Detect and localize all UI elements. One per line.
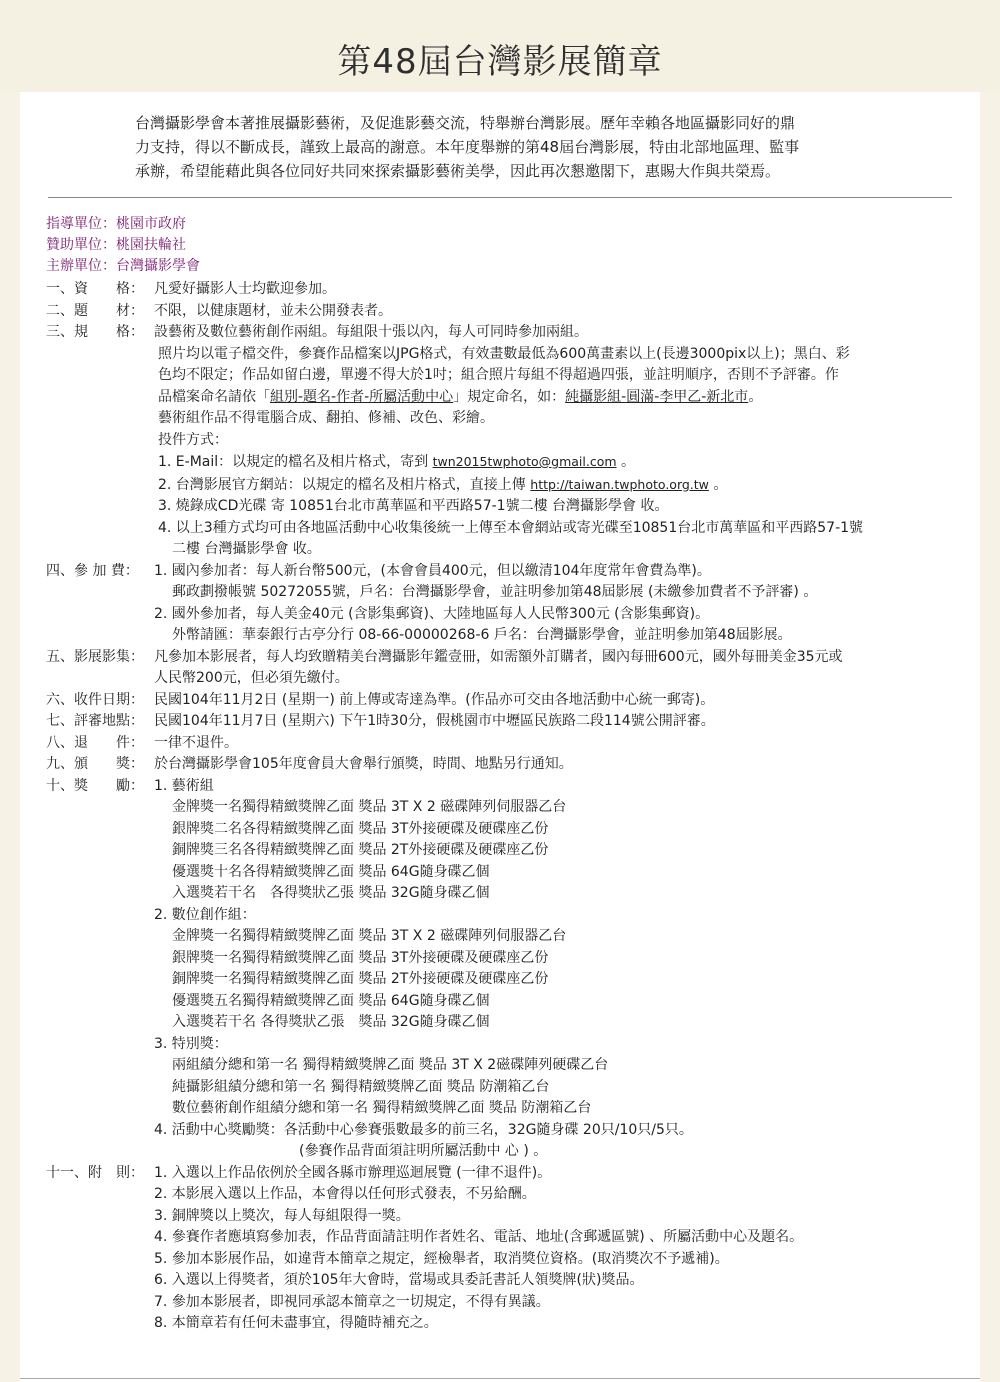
article-heading: 九、頒 獎： — [46, 756, 144, 772]
intro-paragraph — [135, 111, 875, 183]
article-line: 不限，以健康題材，並未公開發表者。 — [154, 302, 392, 319]
appendix-item: 7. 參加本影展者，即視同承認本簡章之一切規定，不得有異議。 — [154, 1293, 550, 1310]
article-line: 藝術組作品不得電腦合成、翻拍、修補、改色、彩繪。 — [158, 410, 494, 426]
award-item: 銀牌獎二名各得精緻獎牌乙面 獎品 3T外接硬碟及硬碟座乙份 — [172, 820, 549, 837]
submission-method: 二樓 台灣攝影學會 收。 — [172, 541, 321, 557]
award-item: 銅牌獎三名各得精緻獎牌乙面 獎品 2T外接硬碟及硬碟座乙份 — [172, 842, 549, 858]
article-line: 凡參加本影展者，每人均致贈精美台灣攝影年鑑壹冊，如需額外訂購者，國內每冊600元，國外每冊美金35元或 — [154, 648, 843, 665]
article-eligibility — [46, 279, 956, 301]
award-item: 入選獎若干名 各得獎狀乙張 獎品 32G隨身碟乙個 — [172, 1014, 490, 1030]
page-title: 第48屆台灣影展簡章 — [337, 42, 663, 82]
rules-list — [46, 279, 956, 1335]
appendix-item: 4. 參賽作者應填寫參加表，作品背面請註明作者姓名、電話、地址(含郵遞區號) 、所屬活動中心及題名。 — [154, 1229, 804, 1245]
article-catalogue — [46, 647, 956, 690]
intro-line: 承辦，希望能藉此與各位同好共同來探索攝影藝術美學，因此再次懇邀閣下，惠賜大作與共榮焉。 — [135, 162, 781, 180]
article-heading: 二、題 材： — [46, 302, 144, 319]
article-heading: 五、影展影集： — [46, 648, 144, 665]
award-item: 純攝影組績分總和第一名 獨得精緻獎牌乙面 獎品 防潮箱乙台 — [172, 1078, 550, 1095]
submission-method: 1. E-Mail：以規定的檔名及相片格式，寄到 twn2015twphoto@gmail.com 。 — [158, 454, 635, 470]
award-item: 入選獎若干名 各得獎狀乙張 獎品 32G隨身碟乙個 — [172, 885, 490, 901]
appendix-item: 5. 參加本影展作品，如違背本簡章之規定，經檢舉者，取消獎位資格。(取消獎次不予遞補)。 — [154, 1250, 729, 1267]
award-note: (參賽作品背面須註明所屬活動中 心 ) 。 — [299, 1143, 548, 1159]
article-heading: 八、退 件： — [46, 734, 144, 751]
appendix-item: 3. 銅牌獎以上獎次，每人每組限得一獎。 — [154, 1207, 410, 1224]
appendix-item: 8. 本簡章若有任何未盡事宜，得隨時補充之。 — [154, 1315, 438, 1331]
article-line: 一律不退件。 — [154, 734, 238, 751]
article-line: 於台灣攝影學會105年度會員大會舉行頒獎，時間、地點另行通知。 — [154, 756, 573, 772]
article-line: 照片均以電子檔交件，參賽作品檔案以JPG格式，有效畫數最低為600萬畫素以上(長邊3000pix以上)；黑白、彩 — [158, 345, 850, 362]
bottom-divider — [20, 1378, 980, 1379]
article-line: 2. 國外參加者，每人美金40元 (含影集郵資)、大陸地區每人人民幣300元 (含影集郵資)。 — [154, 605, 710, 622]
appendix-item: 1. 入選以上作品依例於全國各縣市辦理巡迴展覽 (一律不退件)。 — [154, 1164, 552, 1181]
article-return — [46, 733, 956, 755]
article-line: 投件方式： — [158, 431, 228, 448]
article-entry-fee — [46, 561, 956, 647]
award-group-title: 4. 活動中心獎勵獎：各活動中心參賽張數最多的前三名，32G隨身碟 20只/10只/5只。 — [154, 1121, 693, 1138]
award-item: 優選獎五名獨得精緻獎牌乙面 獎品 64G隨身碟乙個 — [172, 992, 490, 1009]
award-item: 金牌獎一名獨得精緻獎牌乙面 獎品 3T X 2 磁碟陣列伺服器乙台 — [172, 928, 567, 944]
website-link[interactable]: http://taiwan.twphoto.org.tw — [530, 476, 709, 492]
article-heading: 七、評審地點： — [46, 713, 144, 729]
award-group-title: 1. 藝術組 — [154, 777, 214, 794]
article-heading: 一、資 格： — [46, 281, 144, 297]
organizer-sponsor: 贊助單位：桃園扶輪社 — [46, 237, 186, 253]
award-item: 優選獎十名各得精緻獎牌乙面 獎品 64G隨身碟乙個 — [172, 863, 490, 880]
intro-line: 台灣攝影學會本著推展攝影藝術，及促進影藝交流，特舉辦台灣影展。歷年幸賴各地區攝影同好的鼎 — [135, 114, 796, 132]
article-heading: 十一、附 則： — [46, 1164, 144, 1181]
article-line: 色均不限定；作品如留白邊，單邊不得大於1吋；組合照片每組不得超過四張，並註明順序，否則不予評審。作 — [158, 367, 839, 383]
organizer-list — [46, 214, 200, 277]
filename-example: 純攝影組-圓滿-李甲乙-新北市 — [565, 388, 749, 405]
article-heading: 四、參 加 費： — [46, 562, 139, 579]
award-item: 銀牌獎一名獨得精緻獎牌乙面 獎品 3T外接硬碟及硬碟座乙份 — [172, 949, 549, 966]
submission-method: 3. 燒錄成CD光碟 寄 10851台北市萬華區和平西路57-1號二樓 台灣攝影學會 收。 — [158, 498, 669, 514]
article-ceremony — [46, 754, 956, 776]
award-item: 銅牌獎一名獨得精緻獎牌乙面 獎品 2T外接硬碟及硬碟座乙份 — [172, 971, 549, 987]
article-line: 人民幣200元，但必須先繳付。 — [154, 670, 349, 686]
article-line: 民國104年11月7日 (星期六) 下午1時30分，假桃園市中壢區民族路二段114號公開評審。 — [154, 713, 715, 729]
award-group-title: 2. 數位創作組： — [154, 906, 256, 923]
article-judging — [46, 711, 956, 733]
article-line: 品檔案命名請依「組別-題名-作者-所屬活動中心」規定命名，如：純攝影組-圓滿-李甲乙-新北市。 — [158, 388, 763, 405]
article-appendix — [46, 1163, 956, 1335]
filename-rule: 組別-題名-作者-所屬活動中心 — [270, 388, 454, 405]
appendix-item: 2. 本影展入選以上作品，本會得以任何形式發表，不另給酬。 — [154, 1186, 536, 1202]
article-line: 設藝術及數位藝術創作兩組。每組限十張以內，每人可同時參加兩組。 — [154, 324, 588, 340]
article-line: 民國104年11月2日 (星期一) 前上傳或寄達為準。(作品亦可交由各地活動中心統一郵寄)。 — [154, 691, 715, 708]
article-heading: 十、獎 勵： — [46, 777, 144, 794]
intro-line: 力支持，得以不斷成長，謹致上最高的謝意。本年度舉辦的第48屆台灣影展，特由北部地區理、監事 — [135, 138, 800, 156]
article-line: 郵政劃撥帳號 50272055號，戶名：台灣攝影學會，並註明參加第48屆影展 (未繳參加費者不予評審) 。 — [172, 584, 818, 600]
article-specification — [46, 322, 956, 561]
article-subject — [46, 301, 956, 323]
award-item: 兩組績分總和第一名 獨得精緻獎牌乙面 獎品 3T X 2磁碟陣列硬碟乙台 — [172, 1057, 609, 1073]
article-deadline — [46, 690, 956, 712]
submission-method: 4. 以上3種方式均可由各地區活動中心收集後統一上傳至本會網站或寄光碟至10851台北市萬華區和平西路57-1號 — [158, 519, 864, 536]
divider — [48, 197, 952, 198]
appendix-item: 6. 入選以上得獎者，須於105年大會時，當場或具委託書託人領獎牌(狀)獎品。 — [154, 1272, 644, 1288]
organizer-guidance: 指導單位：桃園市政府 — [46, 216, 186, 232]
article-line: 外幣請匯：華泰銀行古亭分行 08-66-00000268-6 戶名：台灣攝影學會，並註明參加第48屆影展。 — [172, 627, 792, 643]
award-group-title: 3. 特別獎： — [154, 1035, 228, 1052]
article-line: 1. 國內參加者：每人新台幣500元，(本會會員400元，但以繳清104年度常年會費為準)。 — [154, 562, 711, 579]
article-heading: 六、收件日期： — [46, 691, 144, 708]
organizer-host: 主辦單位：台灣攝影學會 — [46, 258, 200, 274]
award-item: 數位藝術創作組績分總和第一名 獨得精緻獎牌乙面 獎品 防潮箱乙台 — [172, 1100, 592, 1116]
email-link[interactable]: twn2015twphoto@gmail.com — [432, 454, 617, 469]
submission-method: 2. 台灣影展官方網站：以規定的檔名及相片格式，直接上傳 http://taiwan.twphoto.org.tw 。 — [158, 476, 728, 493]
article-line: 凡愛好攝影人士均歡迎參加。 — [154, 281, 336, 297]
article-awards — [46, 776, 956, 1163]
article-heading: 三、規 格： — [46, 324, 144, 340]
award-item: 金牌獎一名獨得精緻獎牌乙面 獎品 3T X 2 磁碟陣列伺服器乙台 — [172, 799, 567, 815]
